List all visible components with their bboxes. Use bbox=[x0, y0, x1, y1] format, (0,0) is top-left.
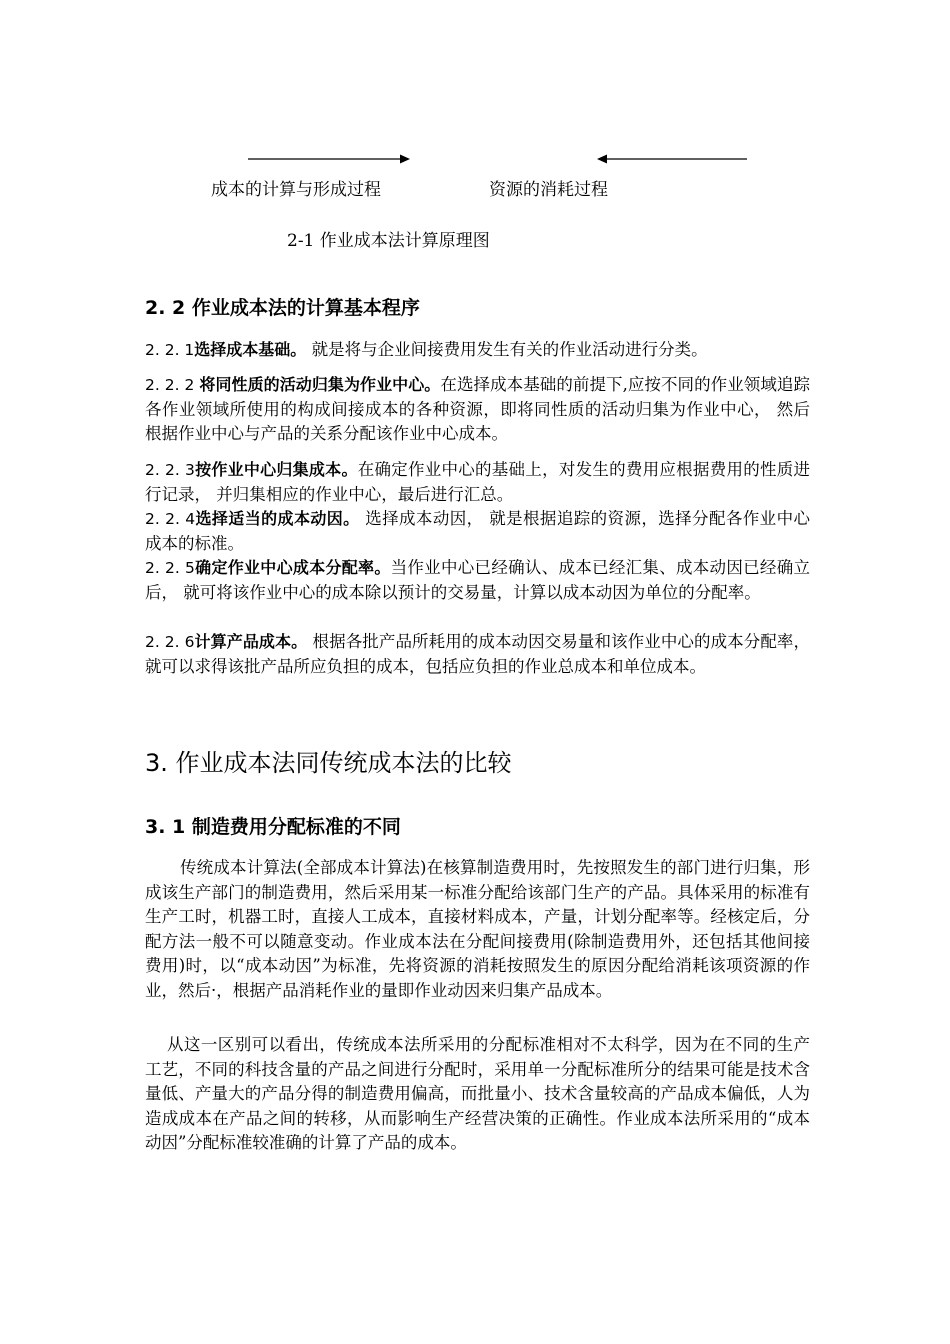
item-number: 2. 2. 4 bbox=[145, 510, 196, 528]
item-text: 在选择成本基础的前提下,应按不同的作业领域追踪各作业领域所使用的构成间接成本的各种资源，即将同性质的活动归集为作业中心， 然后根据作业中心与产品的关系分配该作业中心成本。 bbox=[145, 375, 810, 443]
paragraph-1 bbox=[145, 856, 810, 1004]
left-arrow-icon bbox=[597, 153, 747, 165]
section-heading-3-1: 3. 1 制造费用分配标准的不同 bbox=[145, 816, 401, 838]
item-text: 选择成本动因， 就是根据追踪的资源，选择分配各作业中心成本的标准。 bbox=[145, 509, 810, 553]
right-arrow-icon bbox=[248, 153, 410, 165]
list-item bbox=[145, 630, 810, 679]
list-item bbox=[145, 556, 810, 605]
list-item bbox=[145, 458, 810, 507]
item-number: 2. 2. 1 bbox=[145, 341, 195, 359]
item-title: 选择适当的成本动因。 bbox=[195, 509, 360, 528]
item-title: 按作业中心归集成本。 bbox=[194, 460, 358, 479]
item-number: 2. 2. 6 bbox=[145, 633, 195, 651]
item-title: 确定作业中心成本分配率。 bbox=[194, 558, 391, 577]
list-item bbox=[145, 338, 810, 363]
item-title: 计算产品成本。 bbox=[194, 632, 308, 651]
paragraph-2 bbox=[145, 1033, 810, 1156]
item-title: 将同性质的活动归集为作业中心。 bbox=[199, 375, 441, 394]
section-heading-2-2: 2. 2 作业成本法的计算基本程序 bbox=[145, 297, 420, 319]
item-number: 2. 2. 2 bbox=[145, 376, 200, 394]
list-item bbox=[145, 373, 810, 447]
figure-caption: 2-1 作业成本法计算原理图 bbox=[287, 231, 490, 251]
item-text: 在确定作业中心的基础上，对发生的费用应根据费用的性质进行记录， 并归集相应的作业中心，最后进行汇总。 bbox=[145, 460, 810, 504]
item-number: 2. 2. 3 bbox=[145, 461, 195, 479]
diagram-left-label: 成本的计算与形成过程 bbox=[211, 180, 381, 200]
item-text: 就是将与企业间接费用发生有关的作业活动进行分类。 bbox=[311, 340, 708, 359]
paragraph-2-text: 从这一区别可以看出，传统成本法所采用的分配标准相对不太科学，因为在不同的生产工艺，不同的科技含量的产品之间进行分配时，采用单一分配标准所分的结果可能是技术含量低、产量大的产品分得的制造费用偏高，而批量小、技术含量较高的产品成本偏低，人为造成成本在产品之间的转移，从而影响生产经营决策的正确性。作业成本法所采用的“成本动因”分配标准较准确的计算了产品的成本。 bbox=[145, 1035, 810, 1153]
item-text: 根据各批产品所耗用的成本动因交易量和该作业中心的成本分配率，就可以求得该批产品所应负担的成本，包括应负担的作业总成本和单位成本。 bbox=[145, 632, 811, 676]
diagram-right-label: 资源的消耗过程 bbox=[489, 180, 608, 200]
section-heading-3: 3. 作业成本法同传统成本法的比较 bbox=[145, 749, 512, 777]
item-text: 当作业中心已经确认、成本已经汇集、成本动因已经确立后， 就可将该作业中心的成本除以预计的交易量，计算以成本动因为单位的分配率。 bbox=[145, 558, 810, 602]
paragraph-1-text: 传统成本计算法(全部成本计算法)在核算制造费用时，先按照发生的部门进行归集，形成该生产部门的制造费用，然后采用某一标准分配给该部门生产的产品。具体采用的标准有生产工时，机器工时，直接人工成本，直接材料成本，产量，计划分配率等。经核定后，分配方法一般不可以随意变动。作业成本法在分配间接费用(除制造费用外，还包括其他间接费用)时，以“成本动因”为标准，先将资源的消耗按照发生的原因分配给消耗该项资源的作业，然后·，根据产品消耗作业的量即作业动因来归集产品成本。 bbox=[145, 858, 810, 1000]
item-title: 选择成本基础。 bbox=[194, 340, 307, 359]
list-item bbox=[145, 507, 810, 556]
item-number: 2. 2. 5 bbox=[145, 559, 195, 577]
